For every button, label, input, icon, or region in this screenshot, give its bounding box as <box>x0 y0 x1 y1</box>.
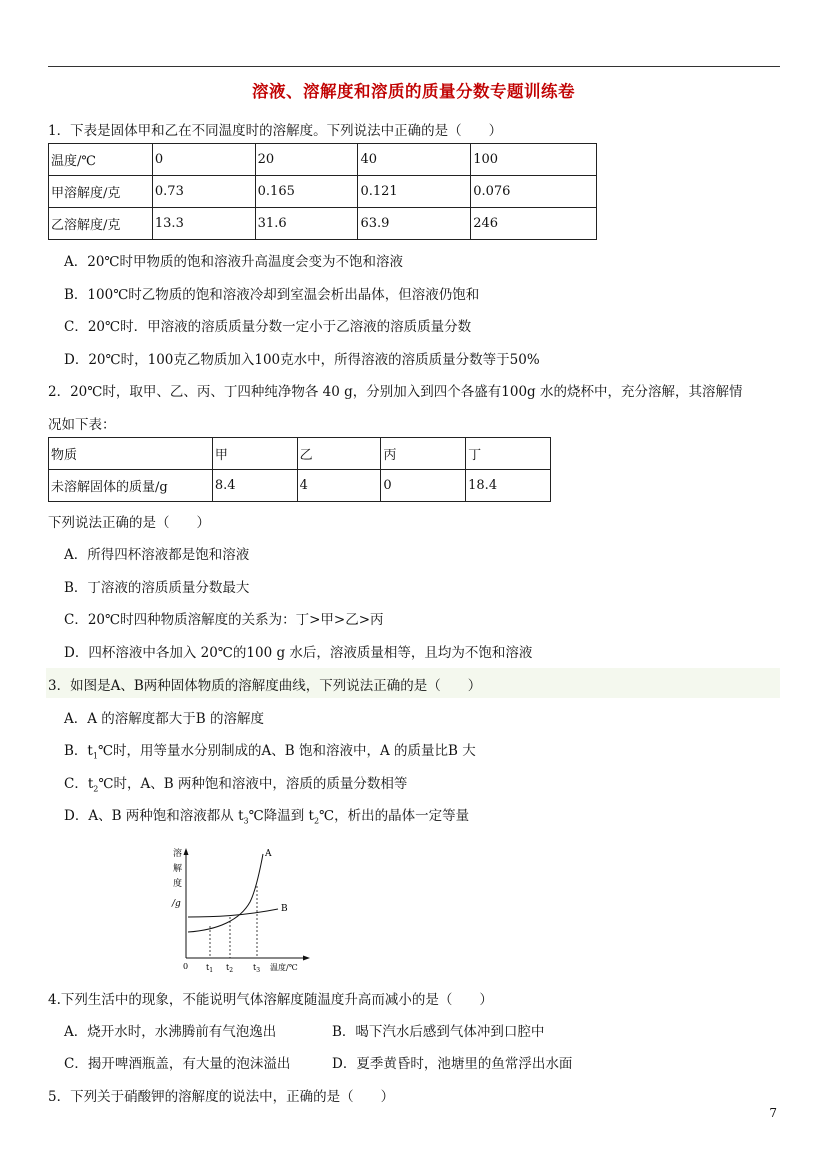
y-label-char: 度 <box>173 879 183 889</box>
curve-a-label: A <box>265 849 272 859</box>
table-cell: 63.9 <box>358 208 471 240</box>
curve-a <box>188 854 263 932</box>
table-cell: 0 <box>381 470 466 502</box>
q4-option-c: C．揭开啤酒瓶盖，有大量的泡沫溢出 <box>64 1056 291 1072</box>
q1-option-b: B．100℃时乙物质的饱和溶液冷却到室温会析出晶体，但溶液仍饱和 <box>64 287 480 303</box>
q2-option-a: A．所得四杯溶液都是饱和溶液 <box>64 547 250 563</box>
table-row <box>49 208 597 240</box>
text-run: C．t <box>64 776 94 792</box>
curve-b <box>188 909 278 917</box>
table-cell: 0.076 <box>471 176 597 208</box>
y-label-char: 解 <box>173 864 183 874</box>
y-label-char: 溶 <box>173 849 183 859</box>
table-row <box>49 176 597 208</box>
text-run: ℃降温到 t <box>248 808 314 824</box>
q2-stem-line2: 况如下表： <box>48 417 116 433</box>
table-row <box>49 438 551 470</box>
text-run: D．A、B 两种饱和溶液都从 t <box>64 808 244 824</box>
table-cell: 0.165 <box>255 176 358 208</box>
table-cell: 未溶解固体的质量/g <box>49 470 213 502</box>
table-cell: 0.121 <box>358 176 471 208</box>
table-cell: 丁 <box>466 438 551 470</box>
table-cell: 246 <box>471 208 597 240</box>
q4-option-b: B．喝下汽水后感到气体冲到口腔中 <box>332 1024 545 1040</box>
q2-option-d: D．四杯溶液中各加入 20℃的100 g 水后，溶液质量相等，且均为不饱和溶液 <box>64 645 533 661</box>
q4-option-d: D．夏季黄昏时，池塘里的鱼常浮出水面 <box>332 1056 573 1072</box>
q2-option-b: B．丁溶液的溶质质量分数最大 <box>64 580 250 596</box>
table-cell: 丙 <box>381 438 466 470</box>
q2-prompt: 下列说法正确的是（ ） <box>48 515 210 531</box>
q1-option-c: C．20℃时．甲溶液的溶质质量分数一定小于乙溶液的溶质质量分数 <box>64 319 472 335</box>
page-number: 7 <box>769 1106 777 1120</box>
table-cell: 物质 <box>49 438 213 470</box>
table-cell: 20 <box>255 144 358 176</box>
q1-table <box>48 143 597 240</box>
table-cell: 18.4 <box>466 470 551 502</box>
q5-stem: 5．下列关于硝酸钾的溶解度的说法中，正确的是（ ） <box>48 1089 395 1105</box>
curve-b-label: B <box>281 904 288 914</box>
origin-label: 0 <box>183 962 189 971</box>
table-cell: 甲溶解度/克 <box>49 176 153 208</box>
header-rule <box>48 66 780 67</box>
t2-label: $t_2$ <box>226 963 234 974</box>
q3-option-d <box>64 804 469 826</box>
q2-table <box>48 437 551 502</box>
q2-stem-line1: 2．20℃时，取甲、乙、丙、丁四种纯净物各 40 g，分别加入到四个各盛有100g 水的烧杯中，充分溶解，其溶解情 <box>48 384 743 400</box>
y-label-char: /g <box>172 899 181 909</box>
q3-option-b <box>64 739 476 761</box>
table-cell: 乙溶解度/克 <box>49 208 153 240</box>
solubility-curve-figure <box>168 840 328 975</box>
subscript: 3 <box>243 816 249 826</box>
t1-label: $t_1$ <box>206 963 214 974</box>
table-cell: 8.4 <box>212 470 297 502</box>
q1-option-d: D．20℃时，100克乙物质加入100克水中，所得溶液的溶质质量分数等于50% <box>64 352 540 368</box>
text-run: ℃时，A、B 两种饱和溶液中，溶质的质量分数相等 <box>98 776 408 792</box>
table-cell: 0.73 <box>152 176 255 208</box>
x-axis-arrow <box>303 956 310 961</box>
subscript: 1 <box>92 751 98 761</box>
table-row <box>49 144 597 176</box>
table-cell: 100 <box>471 144 597 176</box>
q3-option-c <box>64 772 407 794</box>
table-cell: 4 <box>297 470 381 502</box>
q4-option-a: A．烧开水时，水沸腾前有气泡逸出 <box>64 1024 277 1040</box>
page-title: 溶液、溶解度和溶质的质量分数专题训练卷 <box>252 82 575 101</box>
subscript: 2 <box>313 816 320 826</box>
x-axis-label: 温度/℃ <box>270 963 298 972</box>
table-cell: 0 <box>152 144 255 176</box>
table-row <box>49 470 551 502</box>
t3-label: $t_3$ <box>253 963 261 974</box>
q2-option-c: C．20℃时四种物质溶解度的关系为：丁>甲>乙>丙 <box>64 612 384 628</box>
table-cell: 温度/℃ <box>49 144 153 176</box>
q3-option-a: A．A 的溶解度都大于B 的溶解度 <box>64 711 265 727</box>
q1-option-a: A．20℃时甲物质的饱和溶液升高温度会变为不饱和溶液 <box>64 254 404 270</box>
text-run: B．t <box>64 743 93 759</box>
q3-stem: 3．如图是A、B两种固体物质的溶解度曲线，下列说法正确的是（ ） <box>48 678 482 694</box>
y-axis-arrow <box>184 848 189 855</box>
text-run: ℃，析出的晶体一定等量 <box>319 808 470 824</box>
table-cell: 13.3 <box>152 208 255 240</box>
q4-stem: 4.下列生活中的现象，不能说明气体溶解度随温度升高而减小的是（ ） <box>48 992 493 1008</box>
text-run: ℃时，用等量水分别制成的A、B 饱和溶液中，A 的质量比B 大 <box>97 743 476 759</box>
table-cell: 40 <box>358 144 471 176</box>
table-cell: 乙 <box>297 438 381 470</box>
q1-stem: 1．下表是固体甲和乙在不同温度时的溶解度。下列说法中正确的是（ ） <box>48 123 503 139</box>
table-cell: 甲 <box>212 438 297 470</box>
subscript: 2 <box>93 784 99 794</box>
table-cell: 31.6 <box>255 208 358 240</box>
